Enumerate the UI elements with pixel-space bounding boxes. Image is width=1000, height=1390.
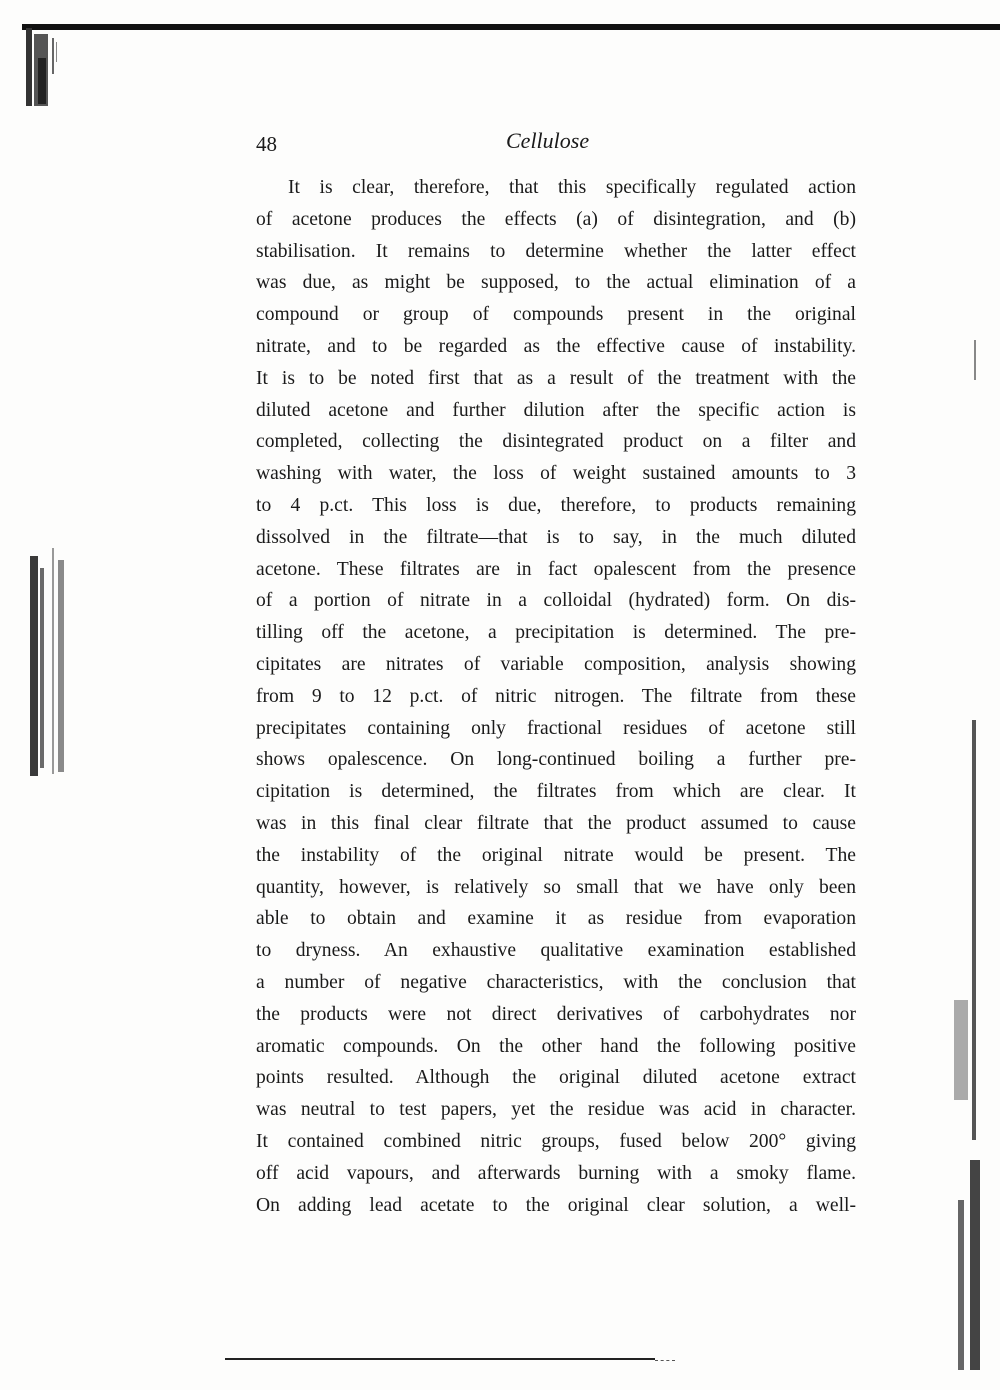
text-line: It is clear, therefore, that this specifically regulated action	[288, 177, 856, 198]
text-line: quantity, however, is relatively so small that we have only been	[256, 876, 856, 898]
text-line: cipitation is determined, the filtrates from which are clear. It	[256, 781, 856, 803]
bottom-scan-border	[225, 1358, 655, 1360]
text-line: from 9 to 12 p.ct. of nitric nitrogen. The filtrate from these	[256, 685, 856, 707]
text-line: diluted acetone and further dilution after the specific action is	[256, 399, 856, 421]
body-paragraph	[256, 172, 856, 1221]
text-line: precipitates containing only fractional residues of acetone still	[256, 717, 856, 739]
text-line: stabilisation. It remains to determine whether the latter effect	[256, 240, 856, 262]
page-number: 48	[256, 132, 277, 156]
text-line: points resulted. Although the original diluted acetone extract	[256, 1067, 856, 1089]
top-scan-border	[22, 24, 1000, 30]
text-line: completed, collecting the disintegrated product on a filter and	[256, 431, 856, 453]
text-line: was in this final clear filtrate that the product assumed to cause	[256, 812, 856, 834]
text-line: acetone. These filtrates are in fact opalescent from the presence	[256, 558, 856, 580]
text-line: cipitates are nitrates of variable composition, analysis showing	[256, 653, 856, 675]
bottom-scan-border-tail	[655, 1360, 675, 1362]
running-title: Cellulose	[506, 128, 590, 153]
text-line: the products were not direct derivatives of carbohydrates nor	[256, 1003, 856, 1025]
running-head	[256, 128, 856, 162]
text-line: of acetone produces the effects (a) of disintegration, and (b)	[256, 208, 856, 230]
scan-artifact-right-strip	[944, 340, 984, 1370]
text-line: able to obtain and examine it as residue from evaporation	[256, 908, 856, 930]
text-line: to dryness. An exhaustive qualitative examination established	[256, 940, 856, 962]
text-line: tilling off the acetone, a precipitation is determined. The pre-	[256, 622, 856, 644]
scan-artifact-left-strip	[26, 548, 68, 780]
text-line: the instability of the original nitrate would be present. The	[256, 844, 856, 866]
text-line: nitrate, and to be regarded as the effective cause of instability.	[256, 335, 856, 357]
text-line: It contained combined nitric groups, fused below 200° giving	[256, 1130, 856, 1152]
text-line: to 4 p.ct. This loss is due, therefore, to products remaining	[256, 494, 856, 516]
text-line: aromatic compounds. On the other hand the following positive	[256, 1035, 856, 1057]
text-line: was due, as might be supposed, to the actual elimination of a	[256, 272, 856, 294]
text-line: dissolved in the filtrate—that is to say, in the much diluted	[256, 526, 856, 548]
text-line: compound or group of compounds present in the original	[256, 304, 856, 326]
text-line: a number of negative characteristics, with the conclusion that	[256, 971, 856, 993]
text-line: On adding lead acetate to the original clear solution, a well-	[256, 1194, 856, 1216]
text-line: washing with water, the loss of weight sustained amounts to 3	[256, 463, 856, 485]
text-line: It is to be noted first that as a result of the treatment with the	[256, 367, 856, 389]
scan-artifact-top-left	[24, 28, 64, 110]
text-line: of a portion of nitrate in a colloidal (hydrated) form. On dis-	[256, 590, 856, 612]
text-line: off acid vapours, and afterwards burning with a smoky flame.	[256, 1162, 856, 1184]
text-line: shows opalescence. On long-continued boiling a further pre-	[256, 749, 856, 771]
text-line: was neutral to test papers, yet the residue was acid in character.	[256, 1099, 856, 1121]
